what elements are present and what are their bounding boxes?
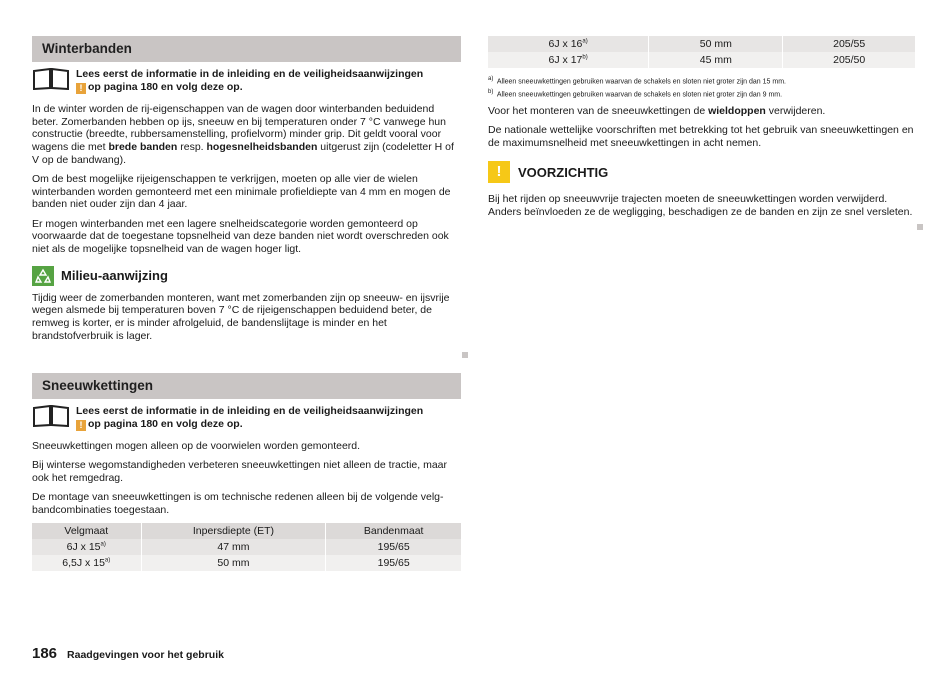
section-title-sneeuwkettingen: Sneeuwkettingen: [32, 373, 461, 399]
column-header: Bandenmaat: [326, 523, 461, 539]
caution-text: Bij het rijden op sneeuwvrije trajecten moeten de sneeuwkettingen worden verwijderd. Anders beïnvloeden ze de wegligging, beschadigen ze de banden en zijn ze snel versleten.: [488, 193, 913, 218]
notice-page-link[interactable]: op pagina 180 en volg deze op.: [88, 418, 243, 431]
warning-icon: !: [488, 161, 510, 183]
page-number: 186: [32, 645, 58, 662]
safety-notice: [32, 405, 461, 431]
paragraph: Sneeuwkettingen mogen alleen op de voorwielen worden gemonteerd.: [32, 440, 361, 453]
notice-page-link[interactable]: op pagina 180 en volg deze op.: [88, 81, 243, 93]
safety-notice: [32, 68, 461, 94]
paragraph: Er mogen winterbanden met een lagere snelheidscategorie worden gemonteerd op voorwaarde dat de toegestane topsnelheid van deze banden niet wordt overschreden ook niet als de mogelijke topsnelheid van de wagen hoger ligt.: [32, 217, 449, 256]
table-row: 6J x 15$^{a)}$ 47 mm 195/65: [32, 539, 461, 555]
paragraph: In de winter worden de rij-eigenschappen van de wagen door winterbanden beduidend beter. Zomerbanden hebben op ijs, sneeuw en bij temperaturen onder 7 °C vanwege hun constructie (breedte, rubbersamenstelling, profielvorm) minder grip. Dit geldt vooral voor wagens die met brede banden resp. hogesnelheidsbanden uitgerust zijn (codeletter H of V op de bandwang).: [32, 103, 454, 166]
left-column: [32, 36, 461, 571]
footer-title: Raadgevingen voor het gebruik: [67, 649, 224, 661]
rim-tyre-table-continued: [488, 36, 915, 68]
paragraph: Bij winterse wegomstandigheden verbeteren sneeuwkettingen niet alleen de tractie, maar ook het remgedrag.: [32, 459, 447, 484]
page-footer: [32, 645, 224, 662]
section-end-marker: [917, 224, 923, 230]
table-row: 6J x 17$^{b)}$ 45 mm 205/50: [488, 52, 915, 68]
warning-icon: !: [76, 420, 86, 431]
caution-heading: [488, 161, 915, 183]
rim-tyre-table: [32, 523, 461, 571]
environment-text: Tijdig weer de zomerbanden monteren, want met zomerbanden zijn op sneeuw- en ijsvrije wegen alsmede bij temperaturen boven 7 °C de rijeigenschappen beduidend beter, de remweg is korter, er is minder afrolgeluid, de bandenslijtage is minder en het brandstofverbruik is lager.: [32, 291, 450, 342]
paragraph: De montage van sneeuwkettingen is om technische redenen alleen bij de volgende velg-bandcombinaties toegestaan.: [32, 491, 444, 516]
footnote-b: $^{b)}$ Alleen sneeuwkettingen gebruiken waarvan de schakels en sloten niet groter zijn dan 9 mm.: [488, 89, 783, 99]
column-header: Velgmaat: [32, 523, 141, 539]
notice-line-1: Lees eerst de informatie in de inleiding en de veiligheidsaanwijzingen: [76, 405, 424, 418]
notice-line-1: Lees eerst de informatie in de inleiding en de veiligheidsaanwijzingen: [76, 68, 424, 80]
section-title-winterbanden: Winterbanden: [32, 36, 461, 62]
recycle-icon: [32, 266, 54, 286]
paragraph: Om de best mogelijke rijeigenschappen te verkrijgen, moeten op alle vier de wielen winterbanden worden gemonteerd met een minimale profieldiepte van 4 mm en mogen de banden niet ouder zijn dan 4 jaar.: [32, 173, 451, 211]
caution-label: VOORZICHTIG: [518, 164, 609, 180]
table-row: 6,5J x 15$^{a)}$ 50 mm 195/65: [32, 555, 461, 571]
book-icon: [32, 68, 70, 90]
book-icon: [32, 405, 70, 427]
paragraph: De nationale wettelijke voorschriften met betrekking tot het gebruik van sneeuwkettingen en de maximumsnelheid met sneeuwkettingen in acht nemen.: [488, 123, 914, 149]
column-header: Inpersdiepte (ET): [141, 523, 326, 539]
paragraph: Voor het monteren van de sneeuwkettingen de wieldoppen verwijderen.: [488, 104, 826, 117]
section-end-marker: [462, 352, 468, 358]
warning-icon: !: [76, 83, 86, 94]
table-header-row: [32, 523, 461, 539]
environment-heading: [32, 266, 461, 286]
footnote-a: $^{a)}$ Alleen sneeuwkettingen gebruiken waarvan de schakels en sloten niet groter zijn dan 15 mm.: [488, 76, 786, 86]
right-column: [488, 36, 915, 225]
environment-heading-text: Milieu-aanwijzing: [61, 268, 168, 284]
table-row: 6J x 16$^{a)}$ 50 mm 205/55: [488, 36, 915, 52]
